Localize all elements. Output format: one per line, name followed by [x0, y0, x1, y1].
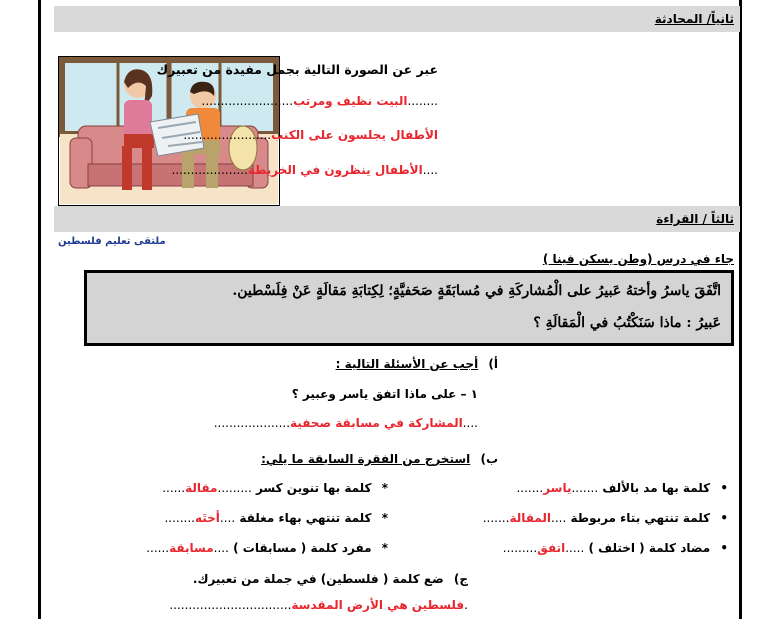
part-b-heading [261, 452, 498, 466]
dots: .... [462, 416, 478, 430]
part-title: استخرج من الفقرة السابقة ما يلي: [261, 452, 471, 466]
dots: ..... [565, 541, 585, 555]
dots: ...... [162, 481, 186, 495]
handwritten-answer: الأطفال ينظرون في الخريطة [247, 163, 423, 177]
handwritten-answer: ياسر [543, 481, 572, 495]
dots: .................... [213, 416, 291, 430]
item-text: مضاد كلمة ( اختلف ) [588, 541, 711, 555]
conversation-instruction: عبر عن الصورة التالية بجمل مفيدة من تعبيرك [156, 62, 438, 77]
dots: ....................... [183, 128, 272, 142]
handwritten-answer: مسابقة [169, 541, 214, 555]
handwritten-answer: أختَه [194, 511, 220, 525]
handwritten-answer: فلسطين هي الأرض المقدسة [291, 598, 465, 612]
section-title: ثالثاً / القراءة [656, 212, 734, 226]
item-text: مفرد كلمة ( مسابقات ) [233, 541, 372, 555]
extract-item-5 [164, 511, 388, 525]
dots: .... [422, 163, 438, 177]
section-header-reading [54, 206, 740, 232]
dots: ........ [407, 94, 438, 108]
handwritten-answer: مقالة [185, 481, 218, 495]
handwritten-answer: الأطفال يجلسون على الكنب [271, 128, 438, 142]
handwritten-answer: اتفق [537, 541, 566, 555]
item-text: كلمة تنتهي بتاء مربوطة [570, 511, 711, 525]
section-header-conversation [54, 6, 740, 32]
passage-line-1: اتَّفَقَ ياسرُ وأختهُ عَبيرُ على الْمُشاركَةِ في مُسابَقَةٍ صَحَفيَّةٍ؛ لِكِتابَةِ مَقالَةٍ عَنْ فِلَسْطين. [232, 283, 721, 299]
dots: ......... [217, 481, 252, 495]
dots: ......... [502, 541, 538, 555]
handwritten-answer: البيت نظيف ومرتب [293, 94, 408, 108]
question-1-answer-line [214, 416, 478, 430]
dots: .... [219, 511, 236, 525]
extract-item-2 [483, 511, 728, 525]
part-label: أ) [488, 357, 498, 371]
dots: ........ [164, 511, 195, 525]
dots: .... [551, 511, 567, 525]
dots: . [464, 598, 468, 612]
part-c-heading [193, 572, 468, 586]
part-label: ج) [453, 572, 468, 586]
part-label: ب) [480, 452, 498, 466]
dots: ........................ [201, 94, 294, 108]
dots: ...... [146, 541, 170, 555]
section-title: ثانياً/ المحادثة [654, 12, 734, 26]
conversation-answer-line-3 [172, 163, 438, 177]
part-c-answer-line [169, 598, 468, 612]
brand-watermark-text: ملتقى تعليم فلسطين [58, 236, 166, 247]
dots: .................... [171, 163, 248, 177]
dots: ................................ [169, 598, 292, 612]
item-text: كلمة بها تنوين كسر [255, 481, 372, 495]
lesson-line: جاء في درس (وطن يسكن فينا ) [542, 252, 734, 266]
reading-passage-box [84, 270, 734, 346]
extract-item-1 [516, 481, 728, 495]
dots: ....... [482, 511, 510, 525]
dots: ....... [516, 481, 544, 495]
dots: ....... [571, 481, 599, 495]
handwritten-answer: المشاركة في مسابقة صحفية [290, 416, 463, 430]
part-title: ضع كلمة ( فلسطين) في جملة من تعبيرك. [192, 572, 444, 586]
item-text: كلمة تنتهي بهاء مغلقة [239, 511, 372, 525]
dots: .... [213, 541, 229, 555]
handwritten-answer: المقالة [509, 511, 552, 525]
part-a-heading [336, 357, 498, 371]
extract-item-6 [146, 541, 388, 555]
passage-line-2: عَبيرُ : ماذا سَنَكْتُبُ في الْمَقالَةِ ؟ [533, 315, 721, 331]
item-text: كلمة بها مد بالألف [602, 481, 711, 495]
extract-item-4 [162, 481, 388, 495]
extract-item-3 [503, 541, 728, 555]
part-title: أجب عن الأسئلة التالية : [335, 357, 479, 371]
question-1: ١ – على ماذا اتفق ياسر وعبير ؟ [291, 387, 478, 401]
conversation-answer-line-2 [183, 128, 438, 142]
conversation-answer-line-1 [202, 94, 438, 108]
